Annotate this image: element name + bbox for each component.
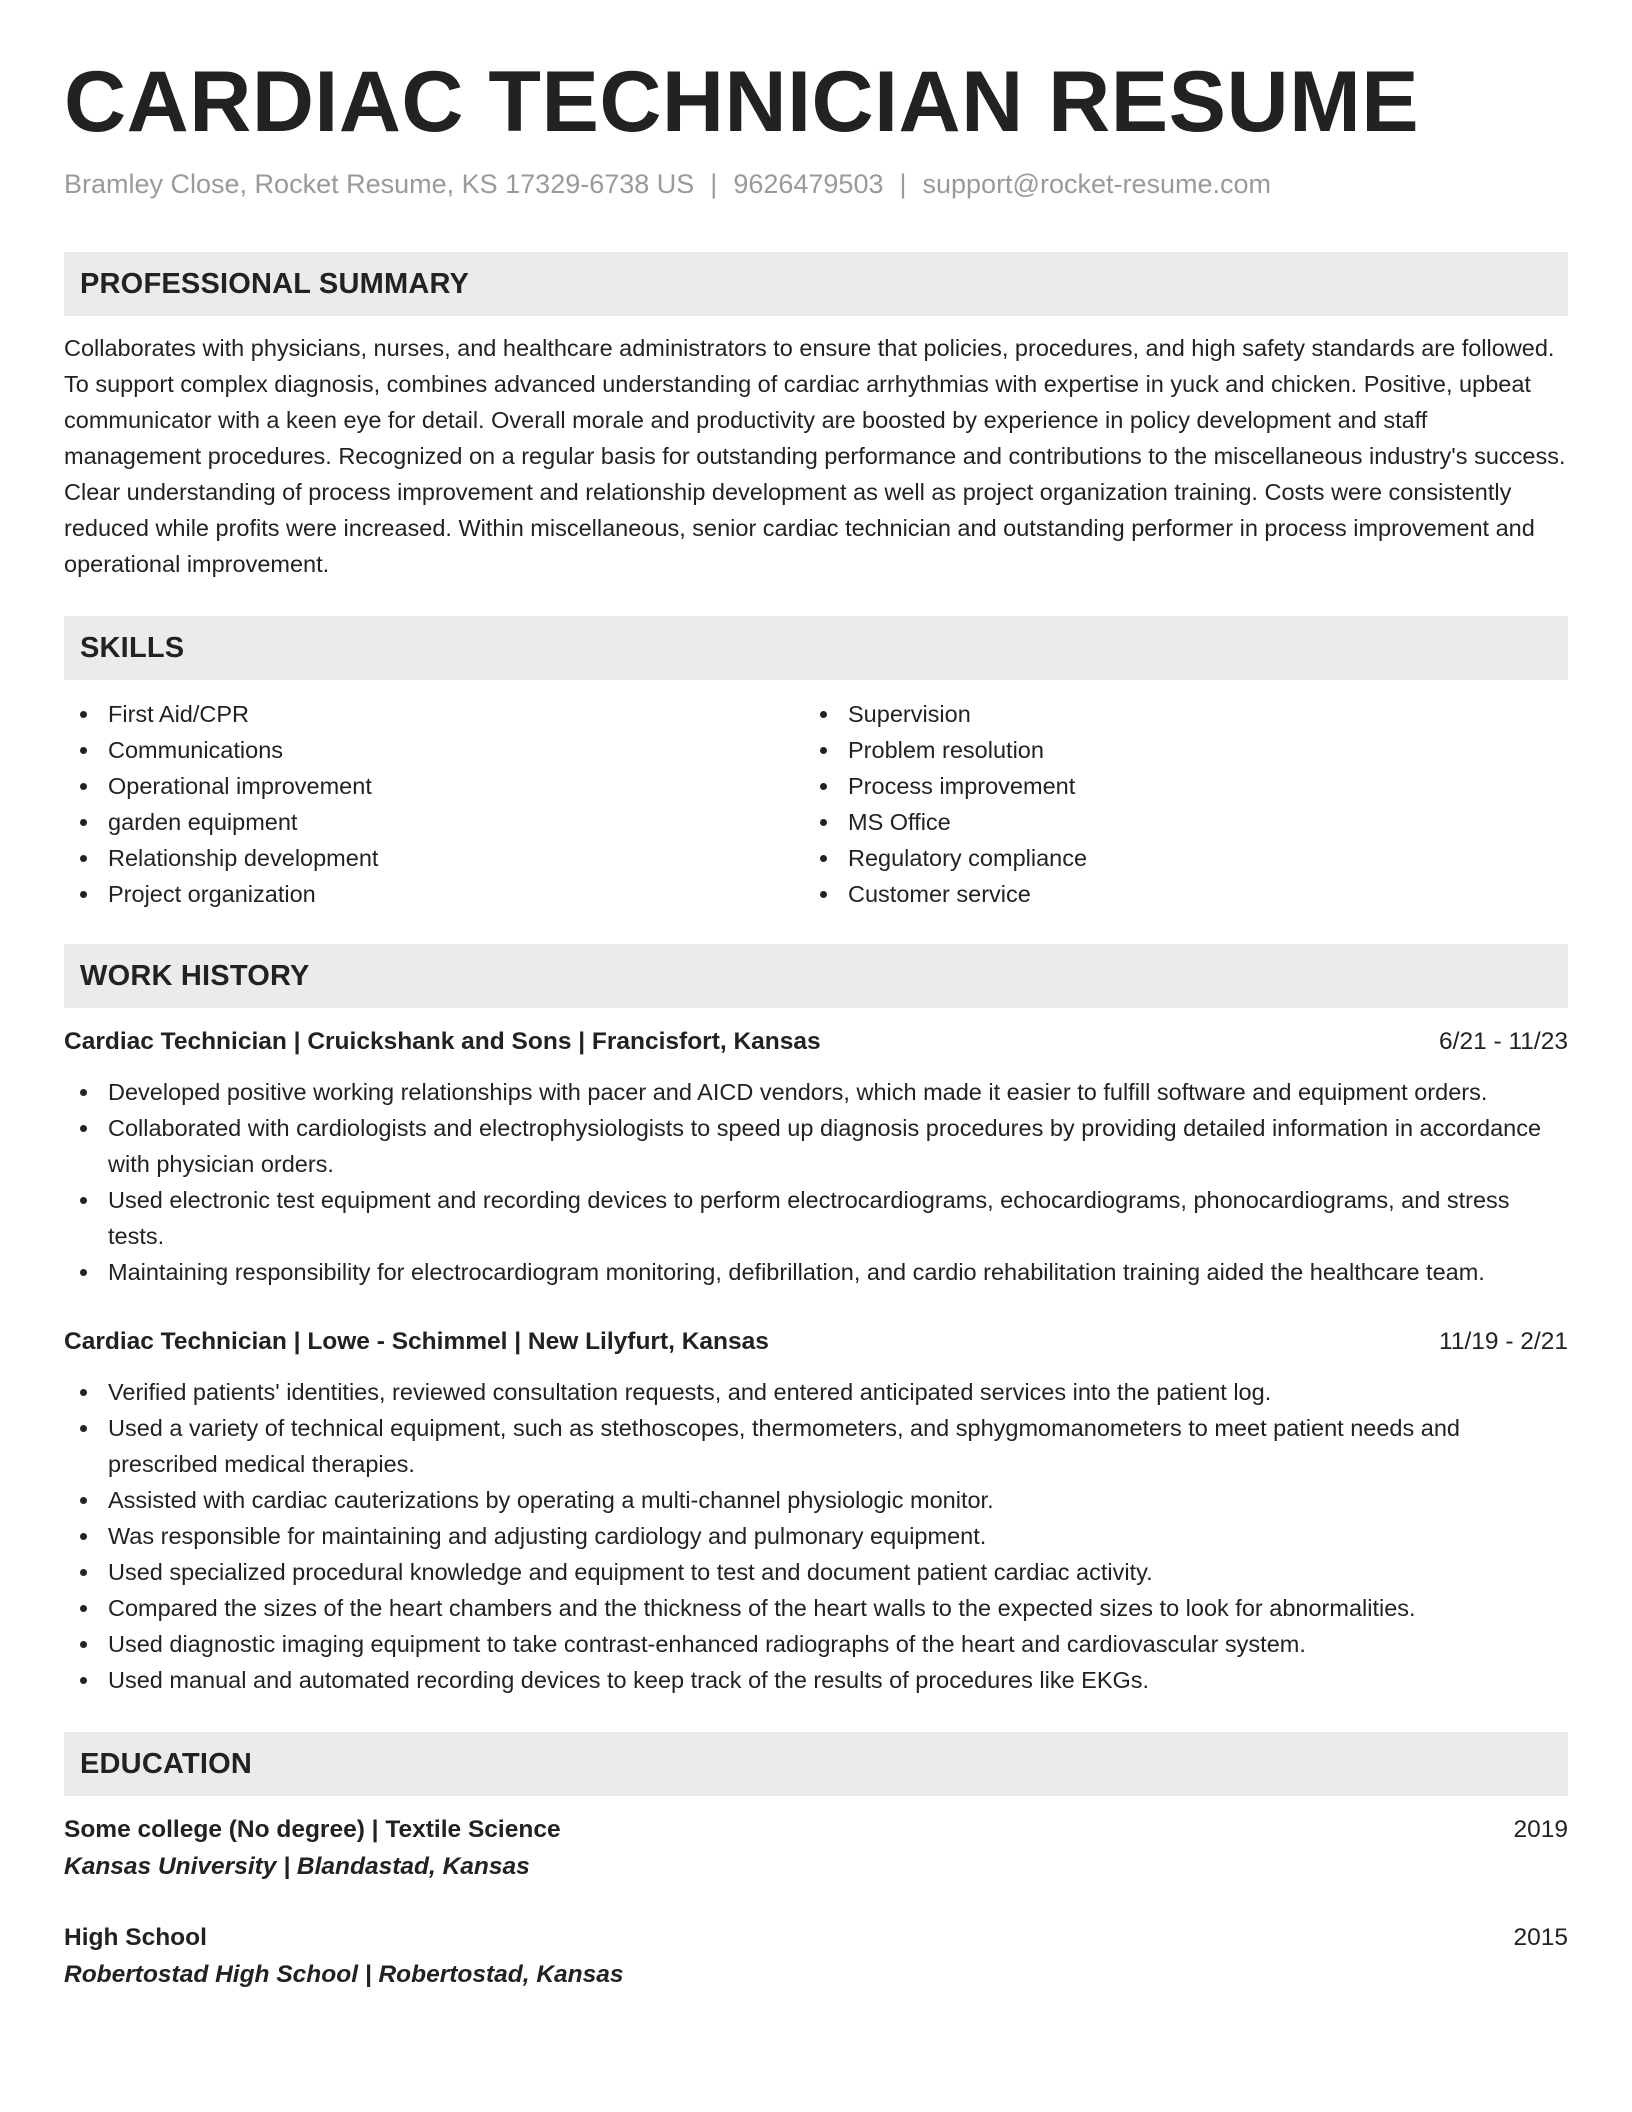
job-dates: 6/21 - 11/23 bbox=[1439, 1028, 1568, 1055]
job-bullet bbox=[64, 1410, 1568, 1482]
job-bullet-text: Verified patients' identities, reviewed consultation requests, and entered anticipated services into the patient log. bbox=[108, 1379, 1272, 1405]
skill-item bbox=[64, 696, 804, 732]
skill-label: First Aid/CPR bbox=[108, 701, 250, 727]
education-entry bbox=[64, 1812, 1568, 1886]
education-degree: Some college (No degree) | Textile Science bbox=[64, 1816, 561, 1843]
skill-item bbox=[64, 768, 804, 804]
skill-label: garden equipment bbox=[108, 809, 298, 835]
skill-label: Relationship development bbox=[108, 845, 379, 871]
bullet-icon bbox=[80, 1569, 87, 1576]
skill-item bbox=[804, 804, 1544, 840]
skill-item bbox=[64, 732, 804, 768]
bullet-icon bbox=[820, 855, 827, 862]
job-bullet-text: Was responsible for maintaining and adjusting cardiology and pulmonary equipment. bbox=[108, 1523, 987, 1549]
bullet-icon bbox=[80, 1269, 87, 1276]
job-bullet bbox=[64, 1074, 1568, 1110]
section-header-work-history: WORK HISTORY bbox=[64, 944, 1568, 1008]
skill-label: Customer service bbox=[848, 881, 1031, 907]
bullet-icon bbox=[820, 819, 827, 826]
job-bullet-text: Assisted with cardiac cauterizations by operating a multi-channel physiologic monitor. bbox=[108, 1487, 994, 1513]
job-bullet bbox=[64, 1554, 1568, 1590]
skill-label: Process improvement bbox=[848, 773, 1076, 799]
job-dates: 11/19 - 2/21 bbox=[1439, 1328, 1568, 1355]
contact-email[interactable]: support@rocket-resume.com bbox=[922, 169, 1272, 199]
contact-separator: | bbox=[899, 169, 907, 199]
education-year: 2019 bbox=[1513, 1816, 1568, 1843]
job-bullet-text: Used diagnostic imaging equipment to take contrast-enhanced radiographs of the heart and cardiovascular system. bbox=[108, 1631, 1306, 1657]
job-bullet-text: Used specialized procedural knowledge and equipment to test and document patient cardiac activity. bbox=[108, 1559, 1153, 1585]
education-school: Robertostad High School | Robertostad, Kansas bbox=[64, 1961, 624, 1988]
education-degree: High School bbox=[64, 1924, 207, 1951]
skill-label: MS Office bbox=[848, 809, 951, 835]
education-header bbox=[64, 1920, 1568, 1956]
bullet-icon bbox=[80, 1677, 87, 1684]
education-header bbox=[64, 1812, 1568, 1848]
job-title: Cardiac Technician | Lowe - Schimmel | New Lilyfurt, Kansas bbox=[64, 1328, 769, 1355]
job-title: Cardiac Technician | Cruickshank and Sons | Francisfort, Kansas bbox=[64, 1028, 821, 1055]
education-year: 2015 bbox=[1513, 1924, 1568, 1951]
skill-label: Project organization bbox=[108, 881, 316, 907]
job-bullet bbox=[64, 1254, 1568, 1290]
skill-item bbox=[804, 696, 1544, 732]
skills-column-right bbox=[804, 696, 1544, 912]
bullet-icon bbox=[80, 1605, 87, 1612]
skill-label: Supervision bbox=[848, 701, 971, 727]
bullet-icon bbox=[820, 747, 827, 754]
job-bullet-text: Compared the sizes of the heart chambers and the thickness of the heart walls to the expected sizes to look for abnormalities. bbox=[108, 1595, 1416, 1621]
bullet-icon bbox=[80, 1497, 87, 1504]
job-bullet bbox=[64, 1518, 1568, 1554]
bullet-icon bbox=[80, 747, 87, 754]
skill-item bbox=[804, 840, 1544, 876]
job-header bbox=[64, 1324, 1568, 1360]
job-bullet bbox=[64, 1482, 1568, 1518]
job-bullets bbox=[64, 1374, 1568, 1698]
job-bullet-text: Used manual and automated recording devices to keep track of the results of procedures like EKGs. bbox=[108, 1667, 1150, 1693]
job-bullet bbox=[64, 1374, 1568, 1410]
skill-label: Operational improvement bbox=[108, 773, 372, 799]
job-bullet-text: Collaborated with cardiologists and electrophysiologists to speed up diagnosis procedures by providing detailed information in accordance with physician orders. bbox=[108, 1115, 1542, 1177]
bullet-icon bbox=[820, 711, 827, 718]
job-bullet-text: Used a variety of technical equipment, such as stethoscopes, thermometers, and sphygmomanometers to meet patient needs and prescribed medical therapies. bbox=[108, 1415, 1460, 1477]
education-school: Kansas University | Blandastad, Kansas bbox=[64, 1853, 530, 1880]
bullet-icon bbox=[80, 1125, 87, 1132]
bullet-icon bbox=[80, 711, 87, 718]
skill-label: Regulatory compliance bbox=[848, 845, 1088, 871]
resume-title: CARDIAC TECHNICIAN RESUME bbox=[64, 54, 1420, 150]
skills-column-left bbox=[64, 696, 804, 912]
bullet-icon bbox=[80, 891, 87, 898]
bullet-icon bbox=[80, 855, 87, 862]
bullet-icon bbox=[80, 1197, 87, 1204]
bullet-icon bbox=[80, 783, 87, 790]
bullet-icon bbox=[80, 1533, 87, 1540]
job-bullet bbox=[64, 1110, 1568, 1182]
bullet-icon bbox=[80, 819, 87, 826]
job-bullet bbox=[64, 1626, 1568, 1662]
skill-label: Problem resolution bbox=[848, 737, 1044, 763]
job-header bbox=[64, 1024, 1568, 1060]
job-bullet-text: Developed positive working relationships with pacer and AICD vendors, which made it easier to fulfill software and equipment orders. bbox=[108, 1079, 1488, 1105]
education-entry bbox=[64, 1920, 1568, 1994]
skill-item bbox=[64, 804, 804, 840]
contact-phone[interactable]: 9626479503 bbox=[733, 169, 884, 199]
skill-label: Communications bbox=[108, 737, 284, 763]
job-entry bbox=[64, 1024, 1568, 1290]
skill-item bbox=[804, 876, 1544, 912]
summary-text: Collaborates with physicians, nurses, and healthcare administrators to ensure that policies, procedures, and high safety standards are followed. To support complex diagnosis, combines advanced understanding of cardiac arrhythmias with expertise in yuck and chicken. Positive, upbeat communicator with a keen eye for detail. Overall morale and productivity are boosted by experience in policy development and staff management procedures. Recognized on a regular basis for outstanding performance and contributions to the miscellaneous industry's success. Clear understanding of process improvement and relationship development as well as project organization training. Costs were consistently reduced while profits were increased. Within miscellaneous, senior cardiac technician and outstanding performer in process improvement and operational improvement. bbox=[64, 335, 1566, 577]
job-entry bbox=[64, 1324, 1568, 1698]
skill-item bbox=[64, 840, 804, 876]
job-bullet bbox=[64, 1662, 1568, 1698]
skill-item bbox=[64, 876, 804, 912]
job-bullet bbox=[64, 1590, 1568, 1626]
job-bullet-text: Maintaining responsibility for electrocardiogram monitoring, defibrillation, and cardio rehabilitation training aided the healthcare team. bbox=[108, 1259, 1485, 1285]
job-bullet bbox=[64, 1182, 1568, 1254]
bullet-icon bbox=[80, 1425, 87, 1432]
job-bullet-text: Used electronic test equipment and recording devices to perform electrocardiograms, echocardiograms, phonocardiograms, and stress tests. bbox=[108, 1187, 1510, 1249]
section-header-summary: PROFESSIONAL SUMMARY bbox=[64, 252, 1568, 316]
job-bullets bbox=[64, 1074, 1568, 1290]
bullet-icon bbox=[80, 1389, 87, 1396]
bullet-icon bbox=[80, 1641, 87, 1648]
bullet-icon bbox=[820, 783, 827, 790]
bullet-icon bbox=[80, 1089, 87, 1096]
skill-item bbox=[804, 768, 1544, 804]
contact-separator: | bbox=[710, 169, 718, 199]
skill-item bbox=[804, 732, 1544, 768]
bullet-icon bbox=[820, 891, 827, 898]
contact-line bbox=[64, 166, 1568, 202]
section-header-skills: SKILLS bbox=[64, 616, 1568, 680]
skills-list bbox=[64, 696, 1568, 912]
contact-address: Bramley Close, Rocket Resume, KS 17329-6738 US bbox=[64, 169, 695, 199]
section-header-education: EDUCATION bbox=[64, 1732, 1568, 1796]
